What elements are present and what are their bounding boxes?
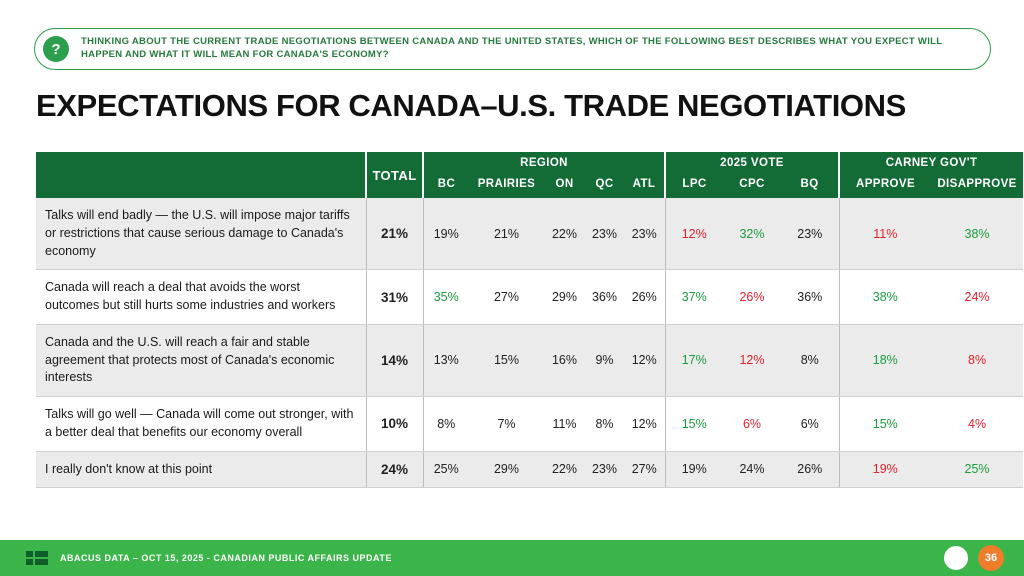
cell-value: 13% [423, 324, 469, 396]
cell-value: 23% [624, 198, 665, 270]
cell-total: 31% [366, 270, 423, 325]
table-row [36, 198, 1023, 270]
column-header-prairies: PRAIRIES [469, 174, 544, 198]
abacus-logo-icon [26, 550, 48, 566]
footer-bar [0, 540, 1024, 576]
cell-value: 7% [469, 397, 544, 452]
question-banner [34, 28, 991, 70]
cell-value: 35% [423, 270, 469, 325]
cell-value: 15% [469, 324, 544, 396]
cell-value: 36% [585, 270, 624, 325]
subheader-blank [36, 174, 366, 198]
row-statement: Talks will end badly — the U.S. will impose major tariffs or restrictions that cause serious damage to Canada's economy [36, 198, 366, 270]
table-body [36, 198, 1023, 488]
cell-value: 23% [585, 451, 624, 488]
row-statement: Canada and the U.S. will reach a fair and stable agreement that protects most of Canada's economic interests [36, 324, 366, 396]
cell-value: 23% [585, 198, 624, 270]
cell-value: 26% [723, 270, 781, 325]
row-statement: I really don't know at this point [36, 451, 366, 488]
cell-value: 8% [585, 397, 624, 452]
column-header-qc: QC [585, 174, 624, 198]
results-table [36, 152, 1023, 488]
column-header-bc: BC [423, 174, 469, 198]
group-header-blank [36, 152, 366, 174]
footer-text: ABACUS DATA – OCT 15, 2025 - CANADIAN PUBLIC AFFAIRS UPDATE [60, 553, 392, 563]
cell-value: 22% [544, 451, 585, 488]
cell-value: 29% [544, 270, 585, 325]
cell-value: 19% [839, 451, 931, 488]
cell-value: 24% [723, 451, 781, 488]
cell-value: 22% [544, 198, 585, 270]
column-header-bq: BQ [781, 174, 839, 198]
cell-value: 27% [469, 270, 544, 325]
cell-value: 4% [931, 397, 1023, 452]
group-header-carney-govt: CARNEY GOV'T [839, 152, 1023, 174]
table-row [36, 451, 1023, 488]
cell-total: 21% [366, 198, 423, 270]
row-statement: Talks will go well — Canada will come out stronger, with a better deal that benefits our economy overall [36, 397, 366, 452]
cell-value: 12% [665, 198, 723, 270]
cell-total: 24% [366, 451, 423, 488]
question-mark-icon: ? [43, 36, 69, 62]
cell-value: 26% [624, 270, 665, 325]
cell-value: 11% [839, 198, 931, 270]
cell-value: 25% [423, 451, 469, 488]
cell-value: 19% [665, 451, 723, 488]
cell-value: 6% [781, 397, 839, 452]
cell-value: 18% [839, 324, 931, 396]
cell-value: 27% [624, 451, 665, 488]
table-row [36, 270, 1023, 325]
cell-value: 8% [781, 324, 839, 396]
table-group-header-row [36, 152, 1023, 174]
cell-value: 29% [469, 451, 544, 488]
cell-value: 38% [931, 198, 1023, 270]
cell-value: 12% [624, 324, 665, 396]
cell-value: 17% [665, 324, 723, 396]
cell-total: 10% [366, 397, 423, 452]
column-header-approve: APPROVE [839, 174, 931, 198]
cell-value: 6% [723, 397, 781, 452]
cell-value: 32% [723, 198, 781, 270]
column-header-atl: ATL [624, 174, 665, 198]
column-header-total: TOTAL [366, 152, 423, 198]
page-number-badge: 36 [978, 545, 1004, 571]
cell-value: 8% [423, 397, 469, 452]
table-subheader-row [36, 174, 1023, 198]
cell-value: 36% [781, 270, 839, 325]
cell-value: 25% [931, 451, 1023, 488]
column-header-disapprove: DISAPPROVE [931, 174, 1023, 198]
cell-value: 12% [624, 397, 665, 452]
column-header-cpc: CPC [723, 174, 781, 198]
footer-right-group [944, 545, 1004, 571]
table-row [36, 324, 1023, 396]
cell-value: 37% [665, 270, 723, 325]
page-title: EXPECTATIONS FOR CANADA–U.S. TRADE NEGOTIATIONS [36, 88, 906, 123]
table-row [36, 397, 1023, 452]
column-header-on: ON [544, 174, 585, 198]
cell-value: 19% [423, 198, 469, 270]
cell-value: 15% [839, 397, 931, 452]
cell-value: 21% [469, 198, 544, 270]
cell-value: 12% [723, 324, 781, 396]
cell-value: 26% [781, 451, 839, 488]
group-header-region: REGION [423, 152, 665, 174]
cell-value: 15% [665, 397, 723, 452]
cell-value: 9% [585, 324, 624, 396]
table-header [36, 152, 1023, 198]
group-header-2025-vote: 2025 VOTE [665, 152, 839, 174]
cell-value: 16% [544, 324, 585, 396]
cell-value: 8% [931, 324, 1023, 396]
cell-value: 23% [781, 198, 839, 270]
cell-value: 24% [931, 270, 1023, 325]
abacus-badge-icon [944, 546, 968, 570]
column-header-lpc: LPC [665, 174, 723, 198]
cell-value: 38% [839, 270, 931, 325]
row-statement: Canada will reach a deal that avoids the worst outcomes but still hurts some industries and workers [36, 270, 366, 325]
cell-total: 14% [366, 324, 423, 396]
cell-value: 11% [544, 397, 585, 452]
question-text: THINKING ABOUT THE CURRENT TRADE NEGOTIATIONS BETWEEN CANADA AND THE UNITED STATES, WHICH OF THE FOLLOWING BEST DESCRIBES WHAT YOU EXPECT WILL HAPPEN AND WHAT IT WILL MEAN FOR CANADA'S ECONOMY? [81, 36, 943, 60]
